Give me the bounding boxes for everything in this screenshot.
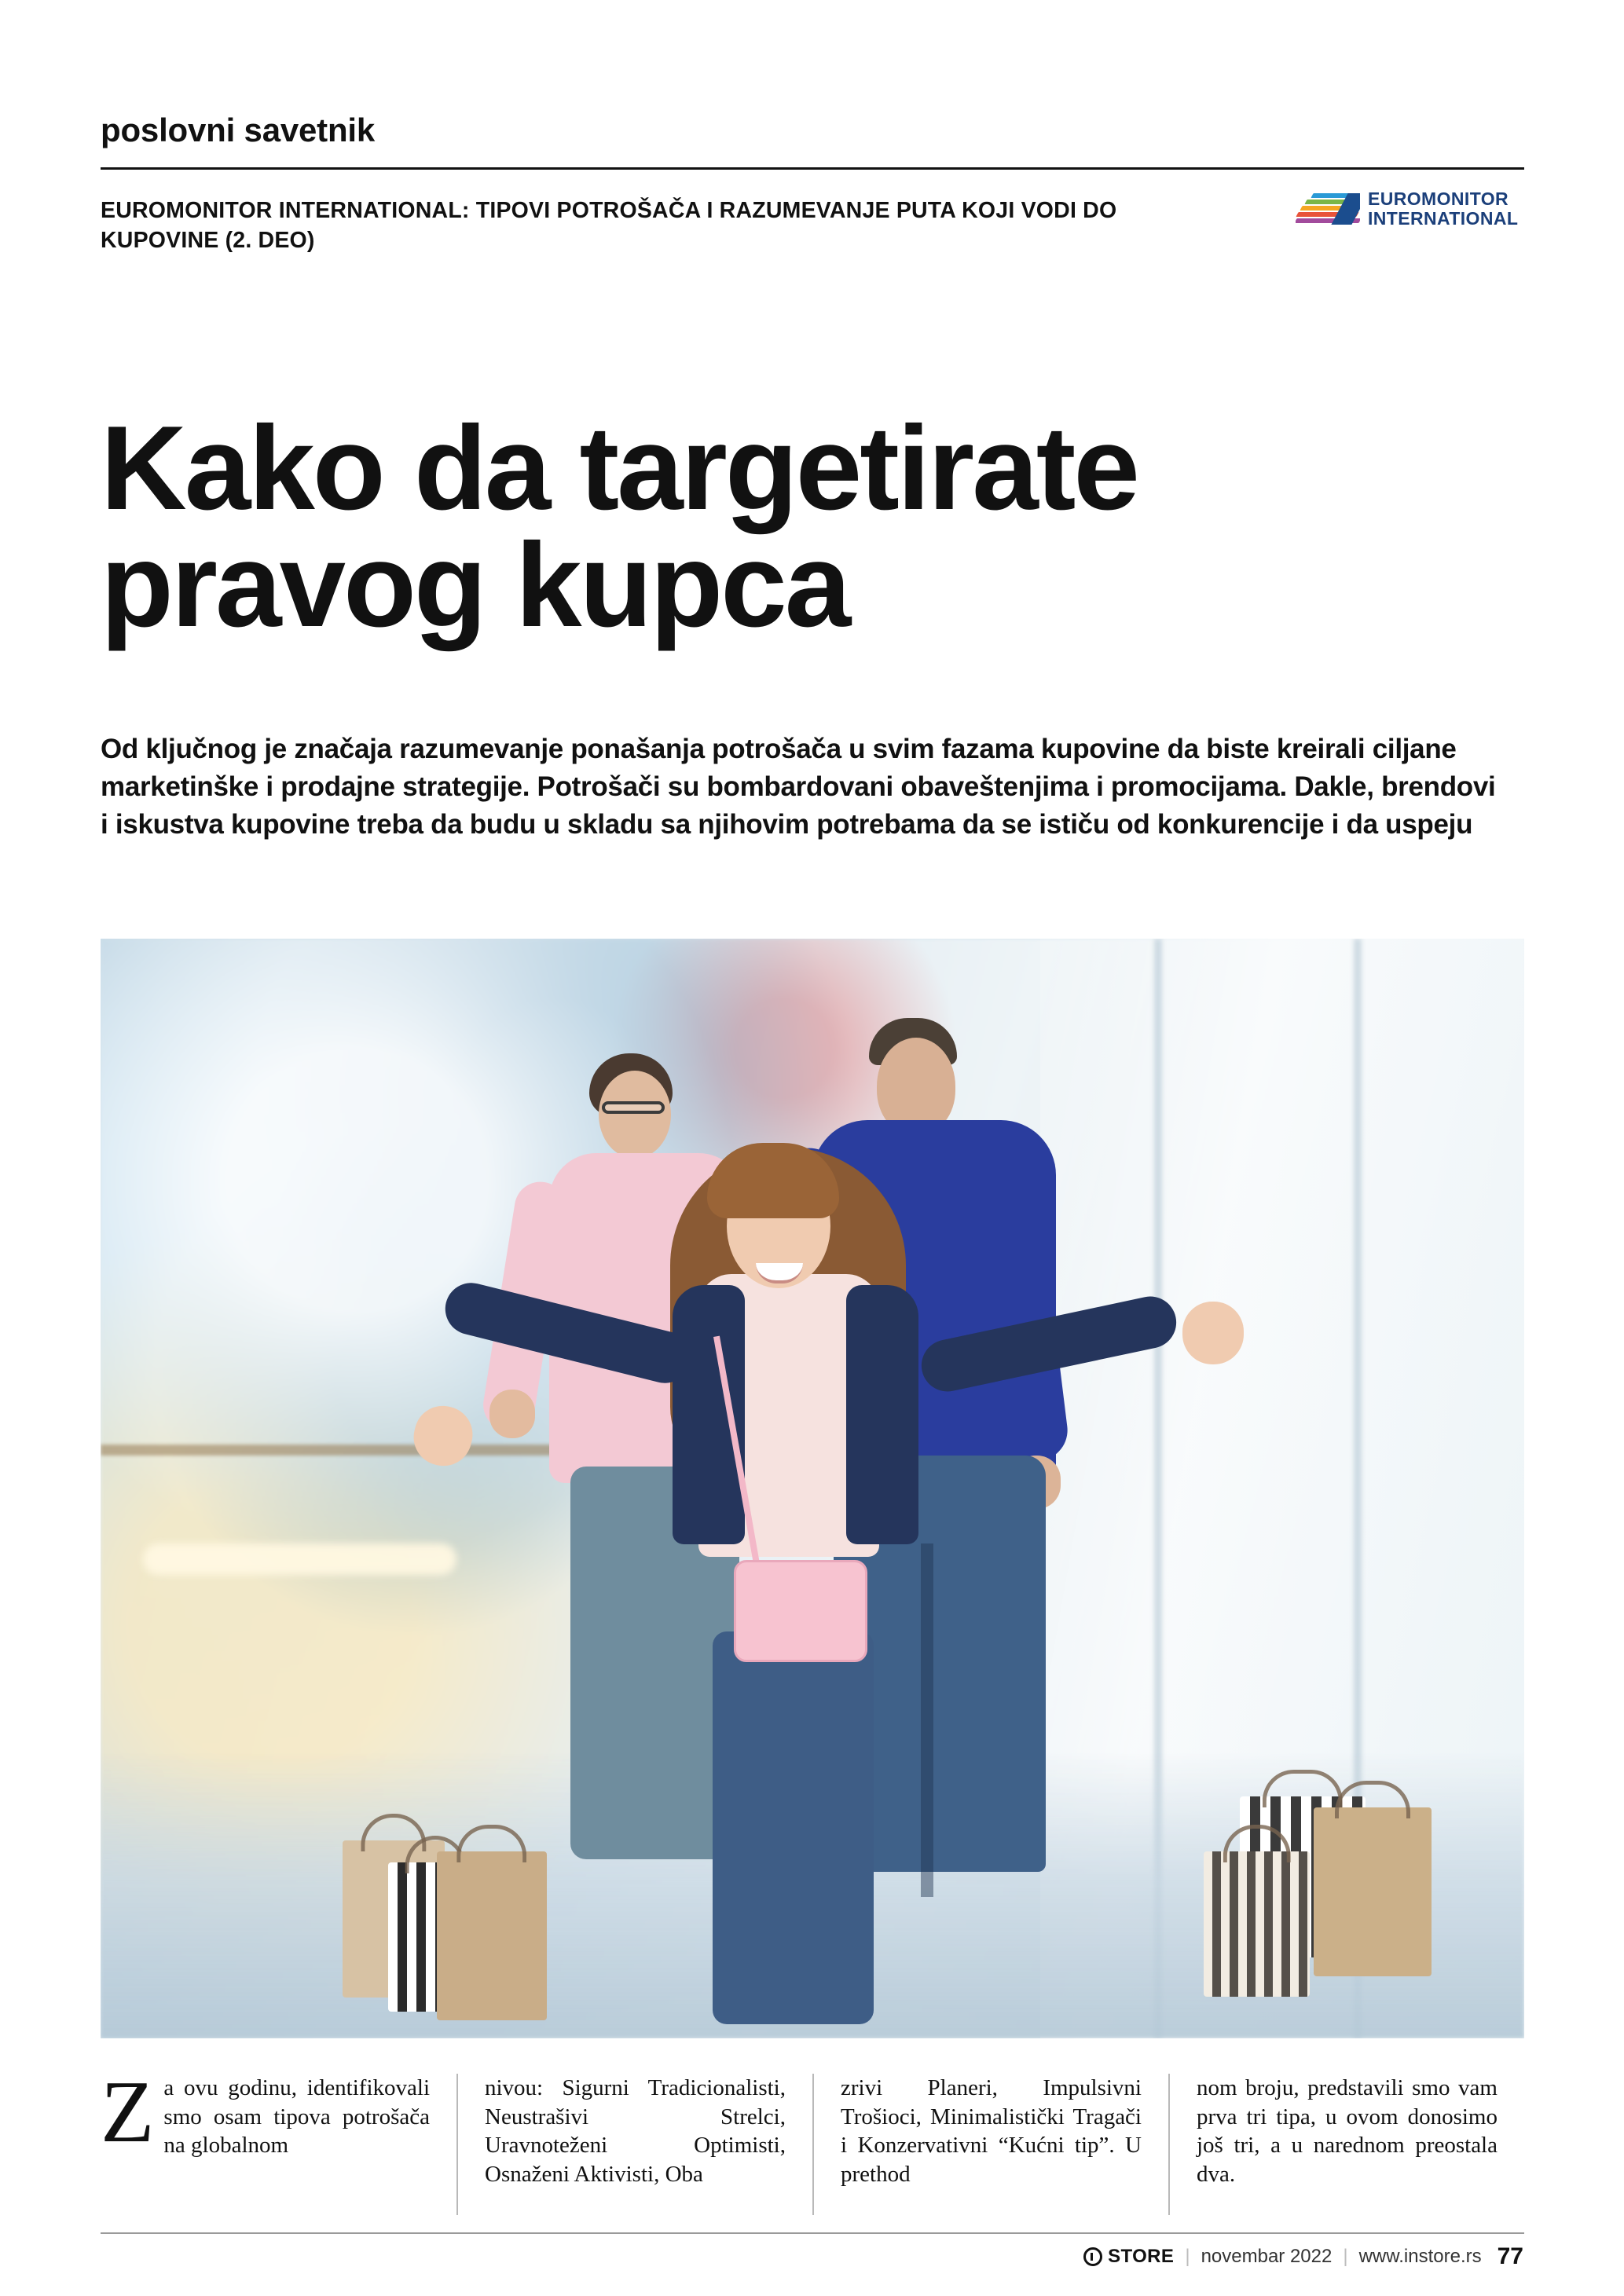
instore-logo-icon: [1083, 2247, 1102, 2266]
article-eyebrow: EUROMONITOR INTERNATIONAL: TIPOVI POTROŠAČA I RAZUMEVANJE PUTA KOJI VODI DO KUPOVINE (2. DEO): [101, 198, 1117, 253]
girl-shoulder-bag: [734, 1560, 867, 1662]
woman-glasses: [602, 1101, 665, 1114]
logo-line-2: INTERNATIONAL: [1368, 208, 1519, 229]
body-text-2: nivou: Sigurni Tradicionalisti, Neustrašivi Strelci, Uravnoteženi Optimisti, Osnaženi Aktivisti, Oba: [485, 2075, 786, 2187]
shopping-bag: [1204, 1851, 1310, 1997]
article-headline: Kako da targetirate pravog kupca: [101, 401, 1138, 652]
footer-separator-1: |: [1185, 2246, 1190, 2267]
man-leg-split: [921, 1543, 933, 1897]
section-label: poslovni savetnik: [101, 112, 376, 148]
body-text-4: nom broju, predstavili smo vam prva tri tipa, u ovom donosimo još tri, a u narednom preostala dva.: [1197, 2075, 1498, 2187]
article-photo: [101, 939, 1524, 2038]
footer-divider: [101, 2232, 1524, 2234]
body-column-2: [456, 2074, 812, 2215]
website-url[interactable]: www.instore.rs: [1358, 2246, 1482, 2267]
article-standfirst: Od ključnog je značaja razumevanje ponašanja potrošača u svim fazama kupovine da biste kreirali ciljane marketinške i prodajne strategije. Potrošači su bombardovani obaveštenjima i promocijama. Dakle, brendovi i iskustva kupovine treba da budu u skladu sa njihovim potrebama da se ističu od konkurencije i da uspeju: [101, 734, 1496, 840]
woman-head: [599, 1071, 671, 1159]
instore-brand: [1083, 2246, 1174, 2268]
body-column-4: [1168, 2074, 1524, 2215]
shopping-bag: [1314, 1807, 1432, 1976]
issue-date: novembar 2022: [1201, 2246, 1333, 2267]
page-number: 77: [1497, 2243, 1523, 2269]
body-column-1: [101, 2063, 456, 2215]
euromonitor-logo-mark: [1296, 192, 1360, 226]
woman-hand: [489, 1390, 535, 1438]
girl-right-hand: [1182, 1302, 1244, 1364]
body-text-1: a ovu godinu, identifikovali smo osam tipova potrošača na globalnom: [163, 2075, 430, 2159]
shopping-bag: [437, 1851, 547, 2020]
girl-legs: [713, 1631, 874, 2024]
logo-line-1: EUROMONITOR: [1368, 189, 1509, 210]
body-column-3: [812, 2074, 1168, 2215]
article-body-columns: [101, 2063, 1524, 2215]
footer-separator-2: |: [1343, 2246, 1348, 2267]
header-divider: [101, 167, 1524, 170]
body-text-3: zrivi Planeri, Impulsivni Trošioci, Minimalistički Tragači i Konzervativni “Kućni tip”. U prethod: [841, 2075, 1142, 2187]
drop-cap: Z: [101, 2063, 155, 2161]
page-footer: [1083, 2243, 1523, 2270]
euromonitor-logo-text: [1368, 189, 1518, 229]
brand-label: STORE: [1108, 2246, 1175, 2267]
photo-lamp: [143, 1543, 456, 1575]
girl-jacket-left: [673, 1285, 745, 1544]
euromonitor-logo: [1296, 187, 1523, 231]
girl-jacket-right: [846, 1285, 918, 1544]
